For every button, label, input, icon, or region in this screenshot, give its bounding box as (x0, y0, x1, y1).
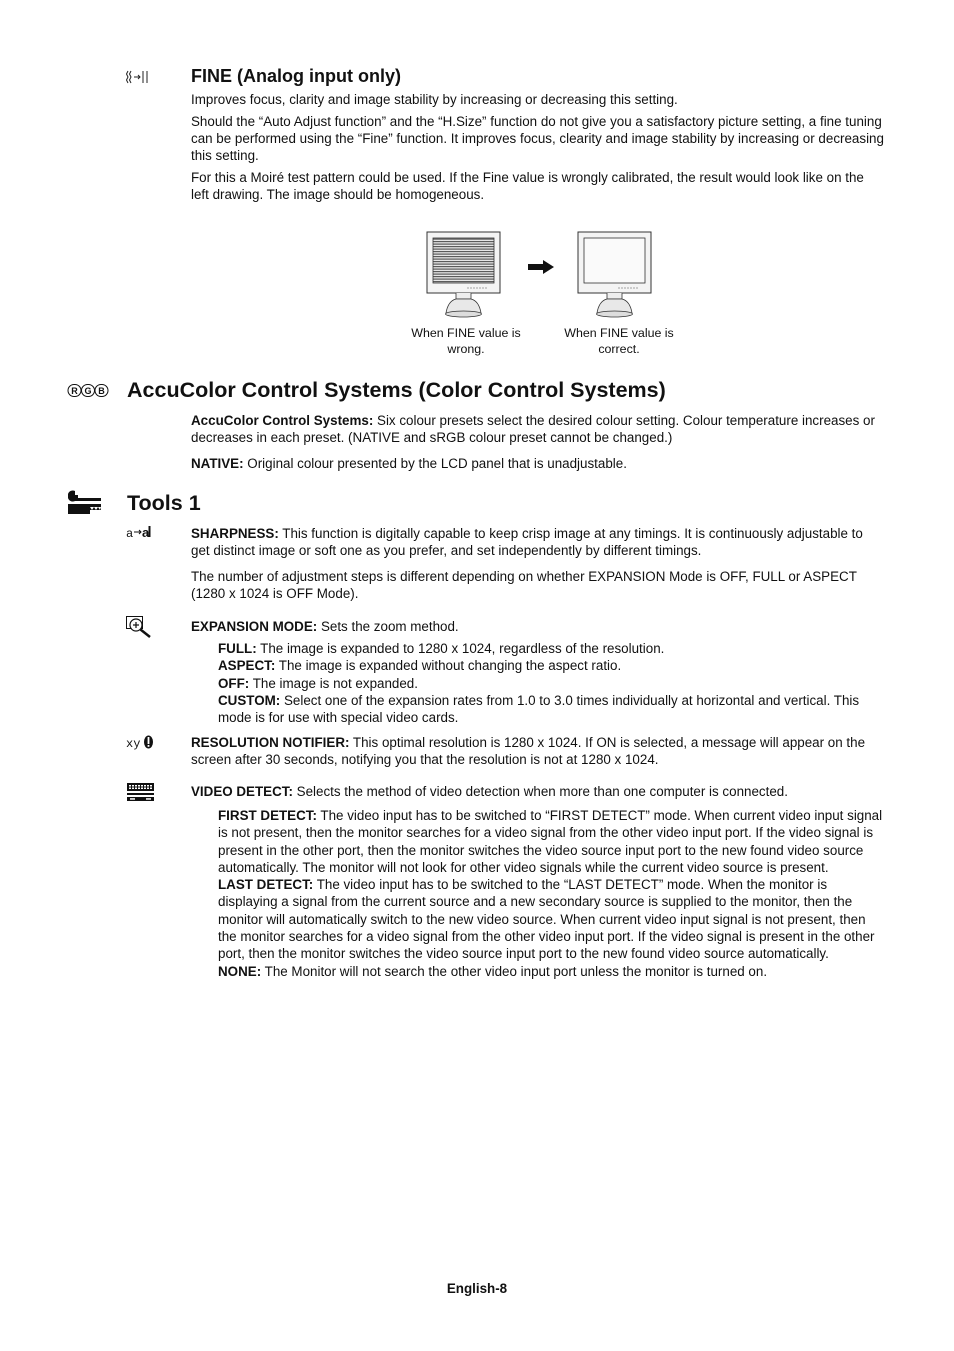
svg-text:a: a (126, 527, 134, 540)
video-detect-icon (126, 782, 156, 802)
expansion-text: Sets the zoom method. (317, 619, 459, 634)
svg-text:B: B (98, 385, 105, 396)
custom-text: Select one of the expansion rates from 1.0 to 3.0 times individually at horizontal and vertical. This mode is for use with special video cards. (218, 692, 860, 726)
none-label: NONE: (218, 963, 262, 979)
expansion-label: EXPANSION MODE: (191, 619, 318, 634)
full-label: FULL: (218, 641, 257, 656)
first-detect-paragraph (218, 807, 885, 876)
rgb-icon-r: R (71, 385, 78, 396)
native-paragraph (191, 455, 885, 472)
fine-heading: FINE (Analog input only) (191, 66, 401, 86)
accucolor-heading: AccuColor Control Systems (Color Control Systems) (127, 378, 666, 402)
tools-heading: Tools 1 (127, 491, 201, 515)
none-text: The Monitor will not search the other video input port unless the monitor is turned on. (261, 963, 768, 979)
sharpness-steps-paragraph: The number of adjustment steps is different depending on whether EXPANSION Mode is OFF, FULL or ASPECT (1280 x 1024 is OFF Mode). (191, 569, 857, 602)
native-label: NATIVE: (191, 456, 244, 472)
full-text: The image is expanded to 1280 x 1024, regardless of the resolution. (256, 641, 665, 656)
svg-text:G: G (84, 385, 92, 396)
none-paragraph (218, 963, 885, 980)
fine-paragraph-3: For this a Moiré test pattern could be used. If the Fine value is wrongly calibrated, the result would look like on the left drawing. The image should be homogeneous. (191, 170, 864, 203)
caption-fine-correct: When FINE value is correct. (564, 326, 674, 356)
first-detect-text: The video input has to be switched to “FIRST DETECT” mode. When current video input signal is not present, then the monitor searches for a video signal from the other video input port. If the video signal is present in the other port, then the monitor switches the video source input port to the new found video source automatically. The monitor will not look for other video signals while the current video source is present. (218, 808, 883, 875)
arrow-icon (527, 259, 555, 280)
off-label: OFF: (218, 675, 250, 691)
expansion-aspect (218, 657, 885, 674)
monitor-wrong-illustration (426, 231, 502, 326)
sharpness-label: SHARPNESS: (191, 526, 279, 541)
resolution-text: This optimal resolution is 1280 x 1024. If ON is selected, a message will appear on the screen after 30 seconds, notifying you that the resolution is not at 1280 x 1024. (191, 735, 866, 768)
caption-fine-wrong: When FINE value is wrong. (411, 326, 521, 356)
fine-paragraph-2: Should the “Auto Adjust function” and the “H.Size” function do not give you a satisfactory picture setting, a fine tuning can be performed using the “Fine” function. It improves focus, clearity and image stability by increasing or decreasing this setting. (191, 113, 884, 164)
fine-paragraph-1: Improves focus, clarity and image stability by increasing or decreasing this setting. (191, 92, 678, 107)
video-detect-label: VIDEO DETECT: (191, 784, 293, 799)
sharpness-text: This function is digitally capable to keep crisp image at any timings. It is continuously adjustable to get distinct image or soft one as you prefer, and set independently by different timings. (191, 526, 863, 559)
tools-icon (67, 490, 103, 516)
aspect-text: The image is expanded without changing the aspect ratio. (275, 658, 622, 674)
accucolor-label: AccuColor Control Systems: (191, 413, 374, 428)
off-text: The image is not expanded. (249, 675, 418, 691)
expansion-off (218, 675, 885, 692)
fine-adjust-icon (126, 70, 152, 84)
zoom-icon (126, 616, 154, 640)
sharpness-paragraph (191, 525, 885, 560)
page-number: English-8 (446, 1281, 508, 1296)
svg-text:xy: xy (126, 737, 141, 750)
custom-label: CUSTOM: (218, 692, 281, 708)
accucolor-text: Six colour presets select the desired colour setting. Colour temperature increases or decreases in each preset. (NATIVE and sRGB colour preset cannot be changed.) (191, 413, 875, 446)
resolution-label: RESOLUTION NOTIFIER: (191, 735, 350, 750)
resolution-paragraph (191, 734, 885, 769)
last-detect-paragraph (218, 876, 885, 962)
rgb-icon (67, 383, 109, 399)
aspect-label: ASPECT: (218, 658, 276, 674)
native-text: Original colour presented by the LCD panel that is unadjustable. (243, 456, 627, 472)
last-detect-label: LAST DETECT: (218, 877, 314, 893)
expansion-custom (218, 692, 885, 727)
monitor-correct-illustration (577, 231, 653, 326)
video-detect-paragraph (191, 783, 885, 800)
expansion-paragraph (191, 618, 885, 635)
resolution-notifier-icon (126, 734, 156, 750)
accucolor-paragraph (191, 412, 885, 447)
expansion-full (218, 640, 885, 657)
first-detect-label: FIRST DETECT: (218, 808, 317, 823)
last-detect-text: The video input has to be switched to the “LAST DETECT” mode. When the monitor is displaying a signal from the current source and a new secondary source is supplied to the monitor, then the monitor will automatically switch to the new video source. When current video input signal is not present, then the monitor searches for a video signal from the other video input port. If the video signal is present in the other port, then the monitor switches the video source input port to the new found video source automatically. (218, 877, 875, 962)
svg-text:a: a (142, 525, 150, 540)
sharpness-icon (126, 525, 154, 540)
video-detect-text: Selects the method of video detection when more than one computer is connected. (292, 784, 788, 799)
